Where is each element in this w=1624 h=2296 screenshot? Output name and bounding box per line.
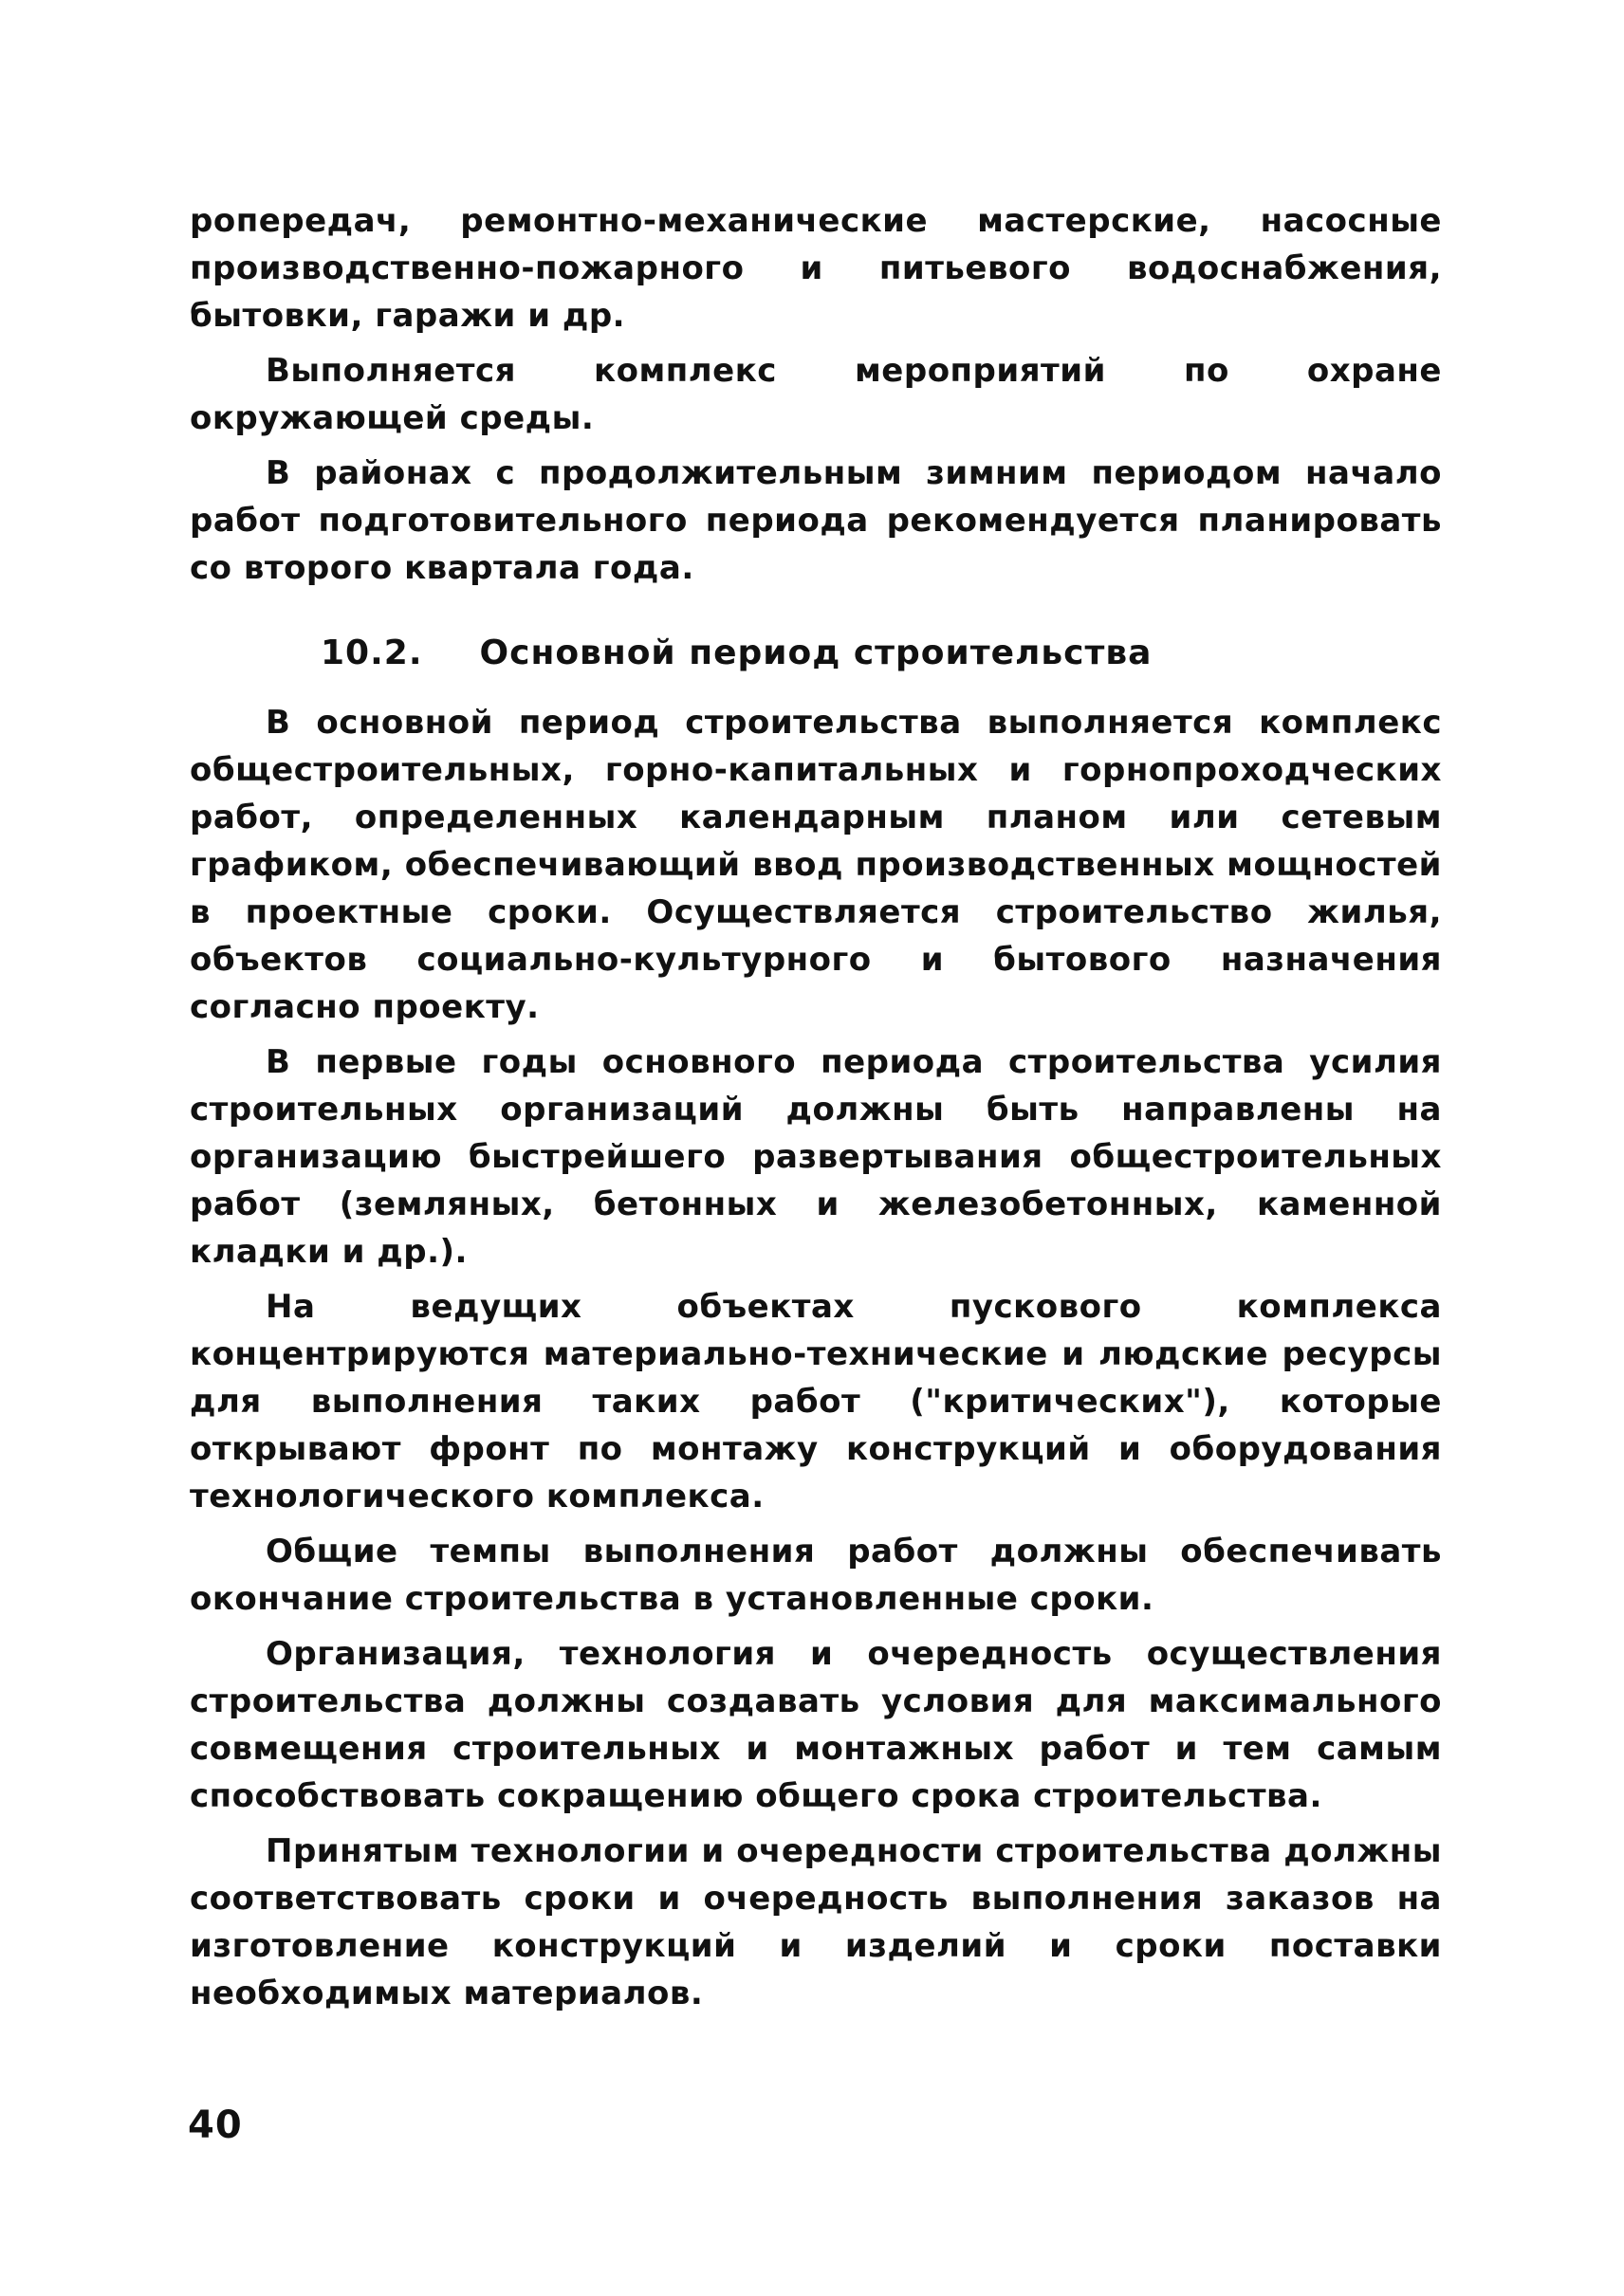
section-title: Основной период строительства <box>479 634 1153 672</box>
paragraph-technology: Принятым технологии и очередности строительства должны соответствовать сроки и очередность выполнения заказов на изготовление конструкций и изделий и сроки поставки необходимых материалов. <box>190 1832 1442 2012</box>
paragraph-leading-objects: На ведущих объектах пускового комплекса концентрируются материально-технические и людские ресурсы для выполнения таких работ ("критических"), которые открывают фронт по монтажу конструкций и оборудования технологического комплекса. <box>190 1288 1442 1515</box>
paragraph-winter-period: В районах с продолжительным зимним периодом начало работ подготовительного периода рекомендуется планировать со второго квартала года. <box>190 454 1442 587</box>
paragraph-continuation: ропередач, ремонтно-механические мастерские, насосные производственно-пожарного и питьевого водоснабжения, бытовки, гаражи и др. <box>190 202 1442 335</box>
paragraph-main-period: В основной период строительства выполняется комплекс общестроительных, горно-капитальных и горнопроходческих работ, определенных календарным планом или сетевым графиком, обеспечивающий ввод производственных мощностей в проектные сроки. Осуществляется строительство жилья, объектов социально-культурного и бытового назначения согласно проекту. <box>190 704 1442 1026</box>
section-number: 10.2. <box>321 634 423 672</box>
page-number: 40 <box>188 2103 243 2147</box>
section-heading <box>321 634 1152 672</box>
paragraph-first-years: В первые годы основного периода строительства усилия строительных организаций должны быть направлены на организацию быстрейшего развертывания общестроительных работ (земляных, бетонных и железобетонных, каменной кладки и др.). <box>190 1043 1442 1271</box>
paragraph-general-pace: Общие темпы выполнения работ должны обеспечивать окончание строительства в установленные сроки. <box>190 1533 1442 1618</box>
paragraph-organization: Организация, технология и очередность осуществления строительства должны создавать условия для максимального совмещения строительных и монтажных работ и тем самым способствовать сокращению общего срока строительства. <box>190 1635 1442 1815</box>
top-text-block <box>190 197 1442 592</box>
paragraph-environment: Выполняется комплекс мероприятий по охране окружающей среды. <box>190 352 1442 437</box>
main-text-block <box>190 699 1442 2017</box>
